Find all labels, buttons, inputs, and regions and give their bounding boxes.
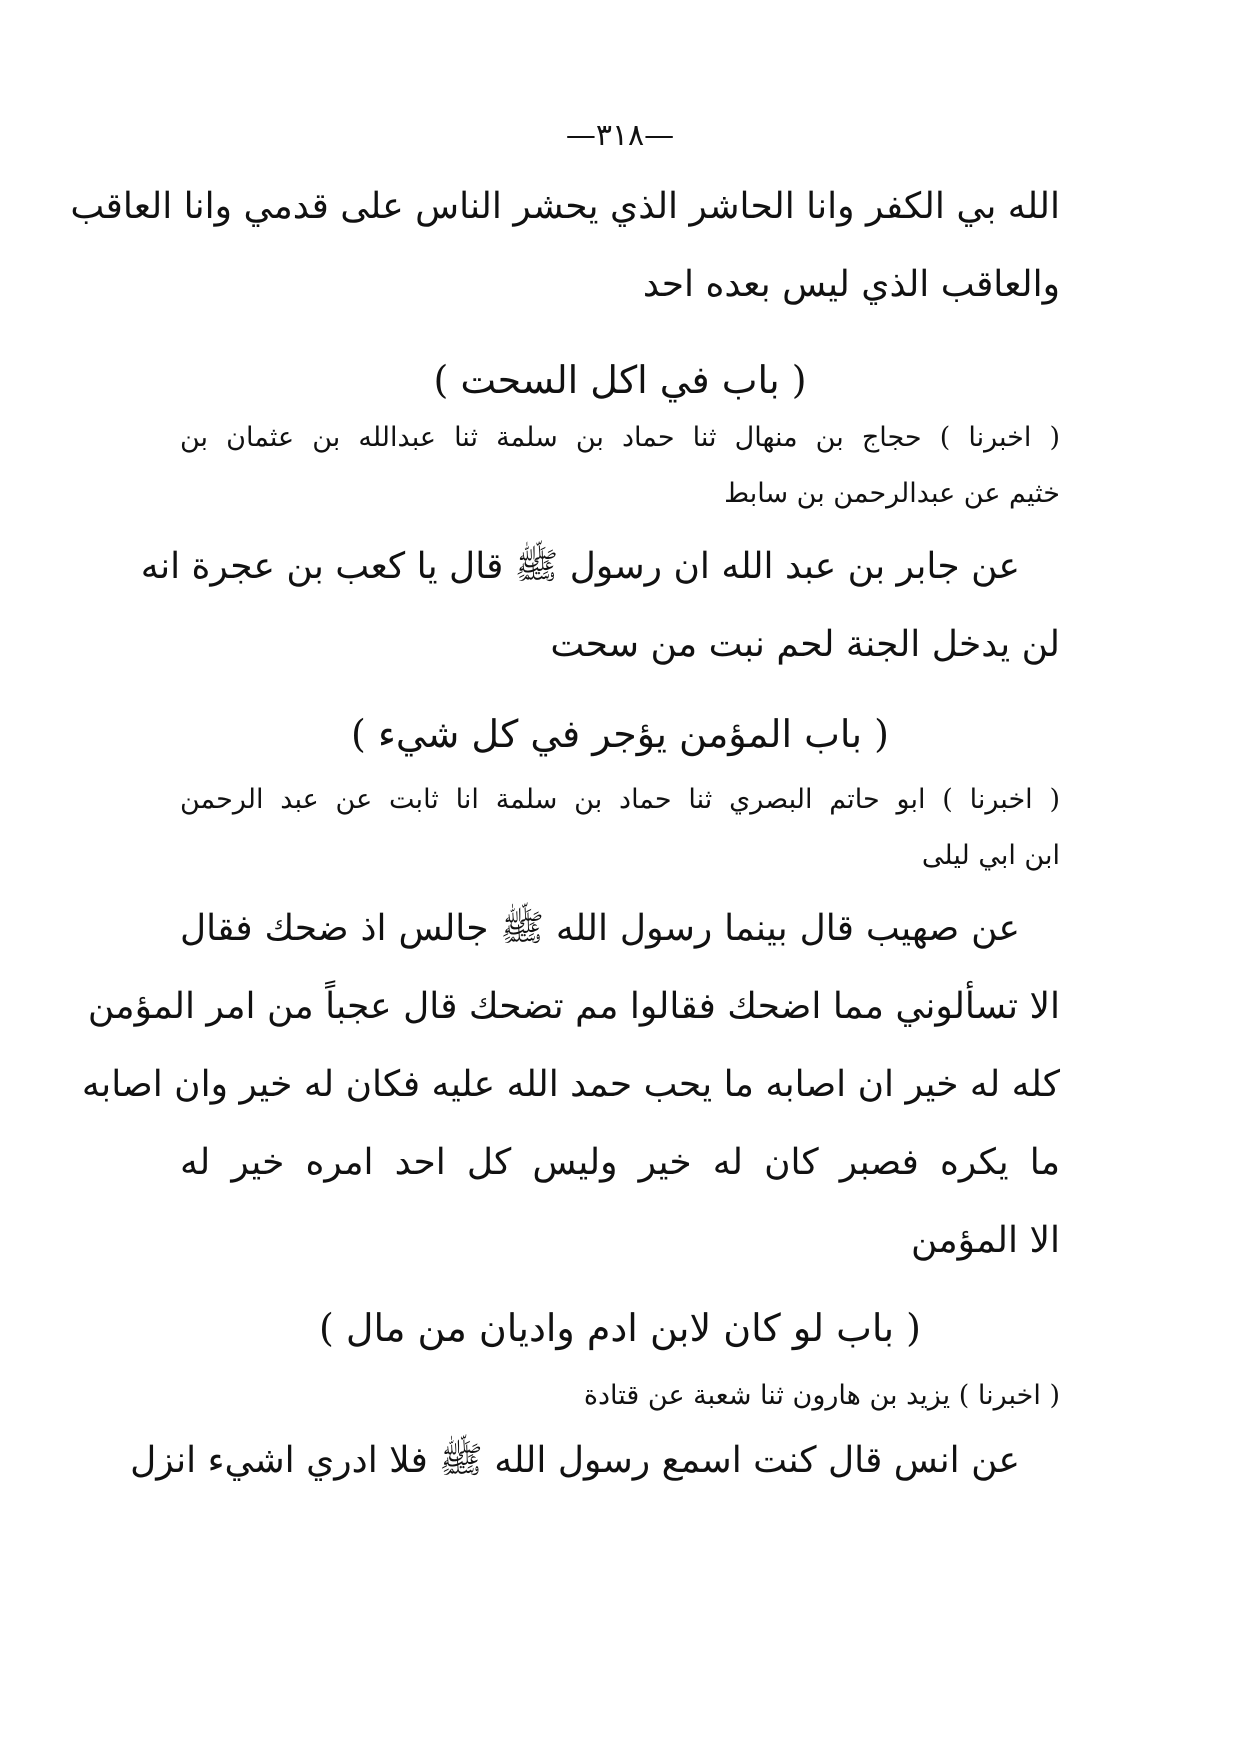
hadith-paragraph — [140, 528, 1060, 684]
text-line: كله له خير ان اصابه ما يحب حمد الله عليه فكان له خير وان اصابه — [81, 1064, 1060, 1105]
isnad-paragraph — [180, 410, 1060, 522]
isnad-paragraph — [180, 772, 1060, 884]
text-line: عن انس قال كنت اسمع رسول الله ﷺ فلا ادري اشيء انزل — [130, 1440, 1020, 1481]
page-number: —٣١٨— — [565, 118, 675, 153]
hadith-paragraph — [130, 1422, 1060, 1500]
isnad-paragraph — [180, 1368, 1060, 1424]
text-line: ( اخبرنا ) ابو حاتم البصري ثنا حماد بن سلمة انا ثابت عن عبد الرحمن — [180, 784, 1060, 815]
text-line: عن جابر بن عبد الله ان رسول ﷺ قال يا كعب بن عجرة انه — [140, 546, 1020, 587]
text-line: ابن ابي ليلى — [921, 840, 1060, 871]
hadith-paragraph — [81, 890, 1060, 1280]
text-line: ( اخبرنا ) يزيد بن هارون ثنا شعبة عن قتادة — [583, 1380, 1060, 1411]
chapter-title: ( باب في اكل السحت ) — [433, 358, 807, 402]
text-line: عن صهيب قال بينما رسول الله ﷺ جالس اذ ضحك فقال — [180, 908, 1020, 949]
text-line: الله بي الكفر وانا الحاشر الذي يحشر الناس على قدمي وانا العاقب — [70, 186, 1060, 227]
text-line: ما يكره فصبر كان له خير وليس كل احد امره خير له — [180, 1142, 1060, 1183]
text-line: والعاقب الذي ليس بعده احد — [642, 264, 1060, 305]
chapter-title: ( باب لو كان لابن ادم واديان من مال ) — [319, 1306, 921, 1350]
text-line: لن يدخل الجنة لحم نبت من سحت — [550, 624, 1060, 665]
text-line: خثيم عن عبدالرحمن بن سابط — [724, 478, 1060, 509]
text-line: ( اخبرنا ) حجاج بن منهال ثنا حماد بن سلمة ثنا عبدالله بن عثمان بن — [180, 422, 1060, 453]
chapter-title: ( باب المؤمن يؤجر في كل شيء ) — [351, 712, 889, 756]
intro-paragraph — [70, 168, 1060, 324]
text-line: الا المؤمن — [910, 1220, 1060, 1261]
text-line: الا تسألوني مما اضحك فقالوا مم تضحك قال عجباً من امر المؤمن — [87, 986, 1060, 1027]
